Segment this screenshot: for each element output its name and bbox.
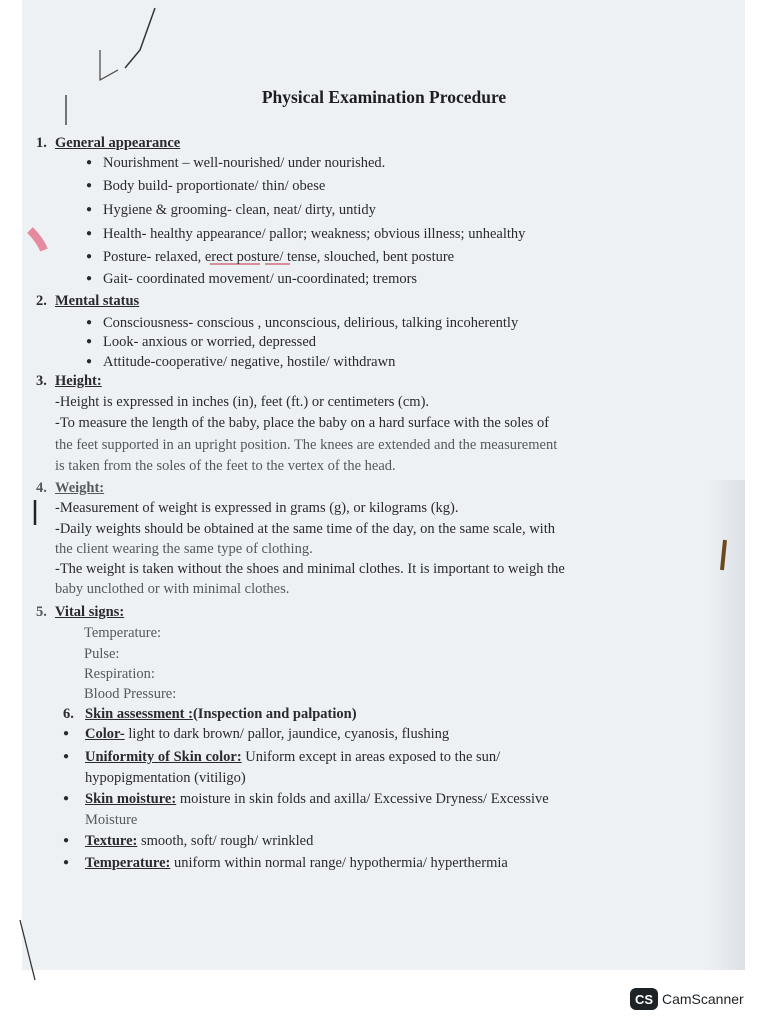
section-heading: Vital signs: xyxy=(55,604,125,620)
section-number: 2. xyxy=(36,293,47,309)
item-text: smooth, soft/ rough/ wrinkled xyxy=(137,833,314,849)
list-item: Hygiene & grooming- clean, neat/ dirty, untidy xyxy=(103,202,376,218)
camscanner-brand: CamScanner xyxy=(662,991,744,1007)
camscanner-watermark xyxy=(630,988,744,1010)
list-item xyxy=(85,748,500,766)
bullet-icon: ● xyxy=(63,793,70,804)
bullet-icon: ● xyxy=(86,336,93,347)
paragraph-line: the client wearing the same type of clothing. xyxy=(55,541,313,557)
section-number: 1. xyxy=(36,135,47,151)
bullet-icon: ● xyxy=(86,180,93,191)
list-item: Consciousness- conscious , unconscious, delirious, talking incoherently xyxy=(103,315,519,331)
bullet-icon: ● xyxy=(63,857,70,868)
vital-sign-label: Respiration: xyxy=(84,666,155,682)
bullet-icon: ● xyxy=(86,228,93,239)
item-text: light to dark brown/ pallor, jaundice, cyanosis, flushing xyxy=(124,726,450,742)
list-item xyxy=(85,854,508,872)
section-number: 5. xyxy=(36,604,47,620)
item-text: moisture in skin folds and axilla/ Excessive Dryness/ Excessive xyxy=(176,791,549,807)
section-heading-row xyxy=(85,705,357,723)
section-heading: Skin assessment : xyxy=(85,706,193,722)
bullet-icon: ● xyxy=(86,157,93,168)
item-continuation: Moisture xyxy=(85,812,138,828)
paragraph-line: -To measure the length of the baby, place the baby on a hard surface with the soles of xyxy=(55,415,550,431)
section-number: 3. xyxy=(36,373,47,389)
bullet-icon: ● xyxy=(86,204,93,215)
item-label: Color- xyxy=(85,726,125,742)
paragraph-line: -Height is expressed in inches (in), feet (ft.) or centimeters (cm). xyxy=(55,394,430,410)
list-item xyxy=(85,790,549,808)
item-text: Uniform except in areas exposed to the sun/ xyxy=(241,749,501,765)
bullet-icon: ● xyxy=(86,273,93,284)
section-heading-rest: (Inspection and palpation) xyxy=(192,706,357,722)
item-text: uniform within normal range/ hypothermia/ hyperthermia xyxy=(170,855,508,871)
section-number: 4. xyxy=(36,480,47,496)
item-continuation: hypopigmentation (vitiligo) xyxy=(85,770,246,786)
item-label: Skin moisture: xyxy=(85,791,177,807)
list-item xyxy=(85,725,449,743)
vital-sign-label: Pulse: xyxy=(84,646,120,662)
camscanner-logo-icon: CS xyxy=(630,988,658,1010)
list-item: Nourishment – well-nourished/ under nourished. xyxy=(103,155,386,171)
paragraph-line: the feet supported in an upright position. The knees are extended and the measurement xyxy=(55,437,558,453)
bullet-icon: ● xyxy=(63,751,70,762)
list-item: Gait- coordinated movement/ un-coordinated; tremors xyxy=(103,271,418,287)
item-label: Temperature: xyxy=(85,855,171,871)
section-heading: Weight: xyxy=(55,480,105,496)
vital-sign-label: Temperature: xyxy=(84,625,162,641)
list-item: Attitude-cooperative/ negative, hostile/ withdrawn xyxy=(103,354,396,370)
paragraph-line: is taken from the soles of the feet to the vertex of the head. xyxy=(55,458,396,474)
list-item: Health- healthy appearance/ pallor; weakness; obvious illness; unhealthy xyxy=(103,226,526,242)
list-item: Posture- relaxed, erect posture/ tense, slouched, bent posture xyxy=(103,249,455,265)
vital-sign-label: Blood Pressure: xyxy=(84,686,177,702)
section-number: 6. xyxy=(63,706,74,722)
page-title: Physical Examination Procedure xyxy=(261,87,507,107)
paragraph-line: -Measurement of weight is expressed in grams (g), or kilograms (kg). xyxy=(55,500,459,516)
paragraph-line: baby unclothed or with minimal clothes. xyxy=(55,581,290,597)
bullet-icon: ● xyxy=(86,356,93,367)
bullet-icon: ● xyxy=(63,728,70,739)
paragraph-line: -Daily weights should be obtained at the same time of the day, on the same scale, with xyxy=(55,521,555,537)
list-item xyxy=(85,832,313,850)
section-heading: General appearance xyxy=(55,135,181,151)
list-item: Look- anxious or worried, depressed xyxy=(103,334,317,350)
item-label: Uniformity of Skin color: xyxy=(85,749,242,765)
bullet-icon: ● xyxy=(86,251,93,262)
bullet-icon: ● xyxy=(63,835,70,846)
bullet-icon: ● xyxy=(86,317,93,328)
list-item: Body build- proportionate/ thin/ obese xyxy=(103,178,326,194)
section-heading: Height: xyxy=(55,373,102,389)
paragraph-line: -The weight is taken without the shoes and minimal clothes. It is important to weigh the xyxy=(55,561,565,577)
item-label: Texture: xyxy=(85,833,138,849)
section-heading: Mental status xyxy=(55,293,140,309)
